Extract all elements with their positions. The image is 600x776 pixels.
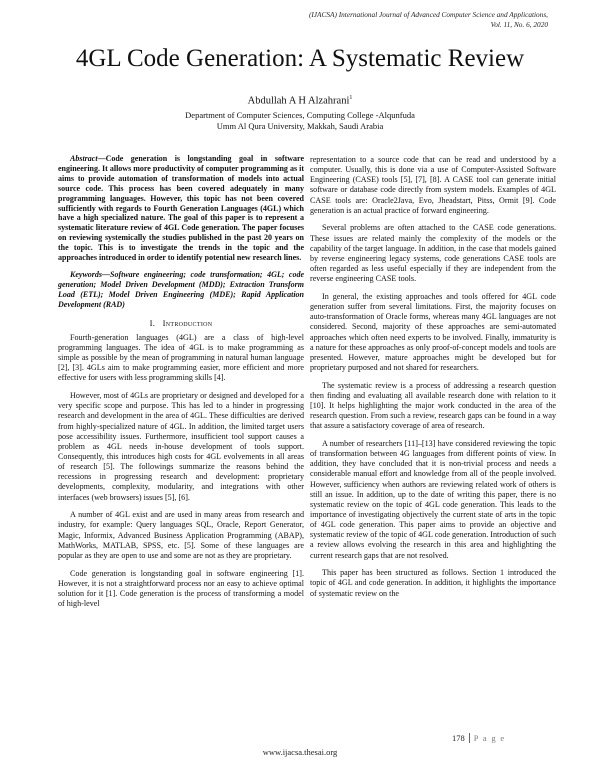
abstract-label: Abstract: [70, 154, 98, 163]
paragraph: A number of researchers [11]–[13] have considered reviewing the topic of transformation between 4G languages from different points of view. In addition, they have concluded that it is non-trivial process and needs a considerable manual effort and knowledge from all of the people involved. However, sufficiency when authors are reviewing related work of others is still an issue. In addition, up to the date of writing this paper, there is no systematic review on the topic of 4GL code generation. This leads to the importance of investigating objectively the current state of arts in the topic of 4GL code generation. This paper aims to provide an objective and systematic review of the topic of 4GL code generation. Introduction of such a review allows evolving the research in this area and highlighting the current research gaps that are not resolved.: [310, 438, 556, 560]
keywords-label: Keywords: [70, 270, 102, 280]
author-affiliation: [0, 110, 600, 132]
section-title: Introduction: [162, 317, 213, 328]
paragraph: Code generation is longstanding goal in software engineering [1]. However, it is not a straightforward process nor an easy to achieve optimal solution for it [1]. Code generation is the process of transforming a model of high-level: [58, 568, 304, 608]
journal-name: (IJACSA) International Journal of Advanced Computer Science and Applications,: [308, 10, 548, 19]
keywords-dash: —: [102, 270, 110, 280]
abstract-text: Code generation is longstanding goal in software engineering. It allows more productivity of computer programming as it aims to provide automation of transformation of models into actual source code. This process has been covered adequately in many programming languages. However, this topic has not been covered sufficiently with regards to Fourth Generation Languages (4GL) which have a high specialized nature. The goal of this paper is to represent a systematic literature review of 4GL Code generation. The paper focuses on reviewing systemically the studies published in the past 20 years on the topic. This is to investigate the trends in the topic and the approaches introduced in order to identify potential new research lines.: [58, 154, 304, 263]
paragraph: The systematic review is a process of addressing a research question then finding and evaluating all available research done with relation to it [10]. It helps highlighting the major work conducted in the area of the research question. From such a review, research gaps can be found in a way that assure a satisfactory coverage of area of research.: [310, 380, 556, 431]
page-number: 178: [452, 733, 470, 743]
paragraph: Fourth-generation languages (4GL) are a class of high-level programming languages. The idea of 4GL is to make programming as simple as possible by the mean of programming in natural human language [2], [3]. 4GLs aim to make programming easier, more efficient and more effective for users with less programming skills [4].: [58, 332, 304, 383]
paragraph: representation to a source code that can be read and understood by a computer. Usually, this is done via a use of Computer-Assisted Software Engineering (CASE) tools [5], [7], [8]. A CASE tool can generate initial software or database code directly from system models. Examples of 4GL CASE tools are: Oracle2Java, Evo, Jheadstart, Pitss, Ormit [9]. Code generation is an actual practice of forward engineering.: [310, 155, 556, 215]
page-word: P a g e: [473, 733, 506, 743]
journal-volume: Vol. 11, No. 6, 2020: [490, 19, 548, 29]
page-number-box: [452, 733, 505, 743]
section-heading-introduction: [58, 318, 304, 328]
author-name-text: Abdullah A H Alzahrani: [247, 95, 350, 107]
paragraph: A number of 4GL exist and are used in many areas from research and industry, for example: Query languages SQL, Oracle, Report Generator, Magic, Informix, Advanced Business Application Programming (ABAP), MathWorks, MATLAB, SPSS, etc. [5]. Some of these languages are popular as they are open to use and some are not as they are proprietary.: [58, 510, 304, 560]
paragraph: Several problems are often attached to the CASE code generations. These issues are related mainly the complexity of the models or the capability of the target language. In addition, in the case that models gained by reverse engineering legacy systems, code generations CASE tools are often regarded as less useful especially if they are independent from the reverse engineering CASE tools.: [310, 223, 556, 284]
author-superscript: 1: [349, 95, 353, 101]
paragraph: This paper has been structured as follows. Section 1 introduced the topic of 4GL and code generation. In addition, it highlights the importance of systematic review on the: [310, 568, 556, 598]
author-name: [0, 95, 600, 107]
section-number: I.: [149, 317, 156, 328]
paragraph: However, most of 4GLs are proprietary or designed and developed for a very specific scope and purpose. This has led to a hinder in progressing research and development in the area of 4GL. These difficulties are derived from highly-specialized nature of 4GL. In addition, the limited target users pose accessibility issues. Furthermore, insufficient tool support causes a problem as 4GL needs in-house development of tools support. Consequently, this introduces high costs for 4GL evolvements in all areas of research [5]. The followings summarize the reasons behind the recessions in progressing research and development: proprietary developments, complexity, modularity, and integrations with other interfaces (web browsers) issues [5], [6].: [58, 391, 304, 502]
right-column: [310, 155, 556, 606]
keywords-text: Software engineering; code transformation; 4GL; code generation; Model Driven Development (MDD); Extraction Transform Load (ETL); Model Driven Engineering (MDE); Rapid Application Development (RAD): [58, 270, 304, 310]
abstract: [58, 154, 304, 263]
keywords: [58, 270, 304, 310]
abstract-dash: —: [97, 154, 106, 163]
footer-url: www.ijacsa.thesai.org: [262, 747, 338, 757]
author-department: Department of Computer Sciences, Computing College -Alqunfuda: [185, 110, 415, 120]
left-column: [58, 154, 304, 617]
journal-header: [128, 10, 548, 29]
paragraph: In general, the existing approaches and tools offered for 4GL code generation suffer from several limitations. First, the majority focuses on auto-transformation of Oracle forms, whereas many 4GL languages are not considered. Second, majority of these approaches are semi-automated approaches which often need experts to be involved. Finally, immaturity is a nature for these approaches as only proof-of-concept models and tools are presented. However, mature approaches might be developed but for proprietary purposed and not shared for researchers.: [310, 291, 556, 372]
paper-title: 4GL Code Generation: A Systematic Review: [75, 45, 525, 72]
author-university: Umm Al Qura University, Makkah, Saudi Arabia: [216, 121, 384, 131]
